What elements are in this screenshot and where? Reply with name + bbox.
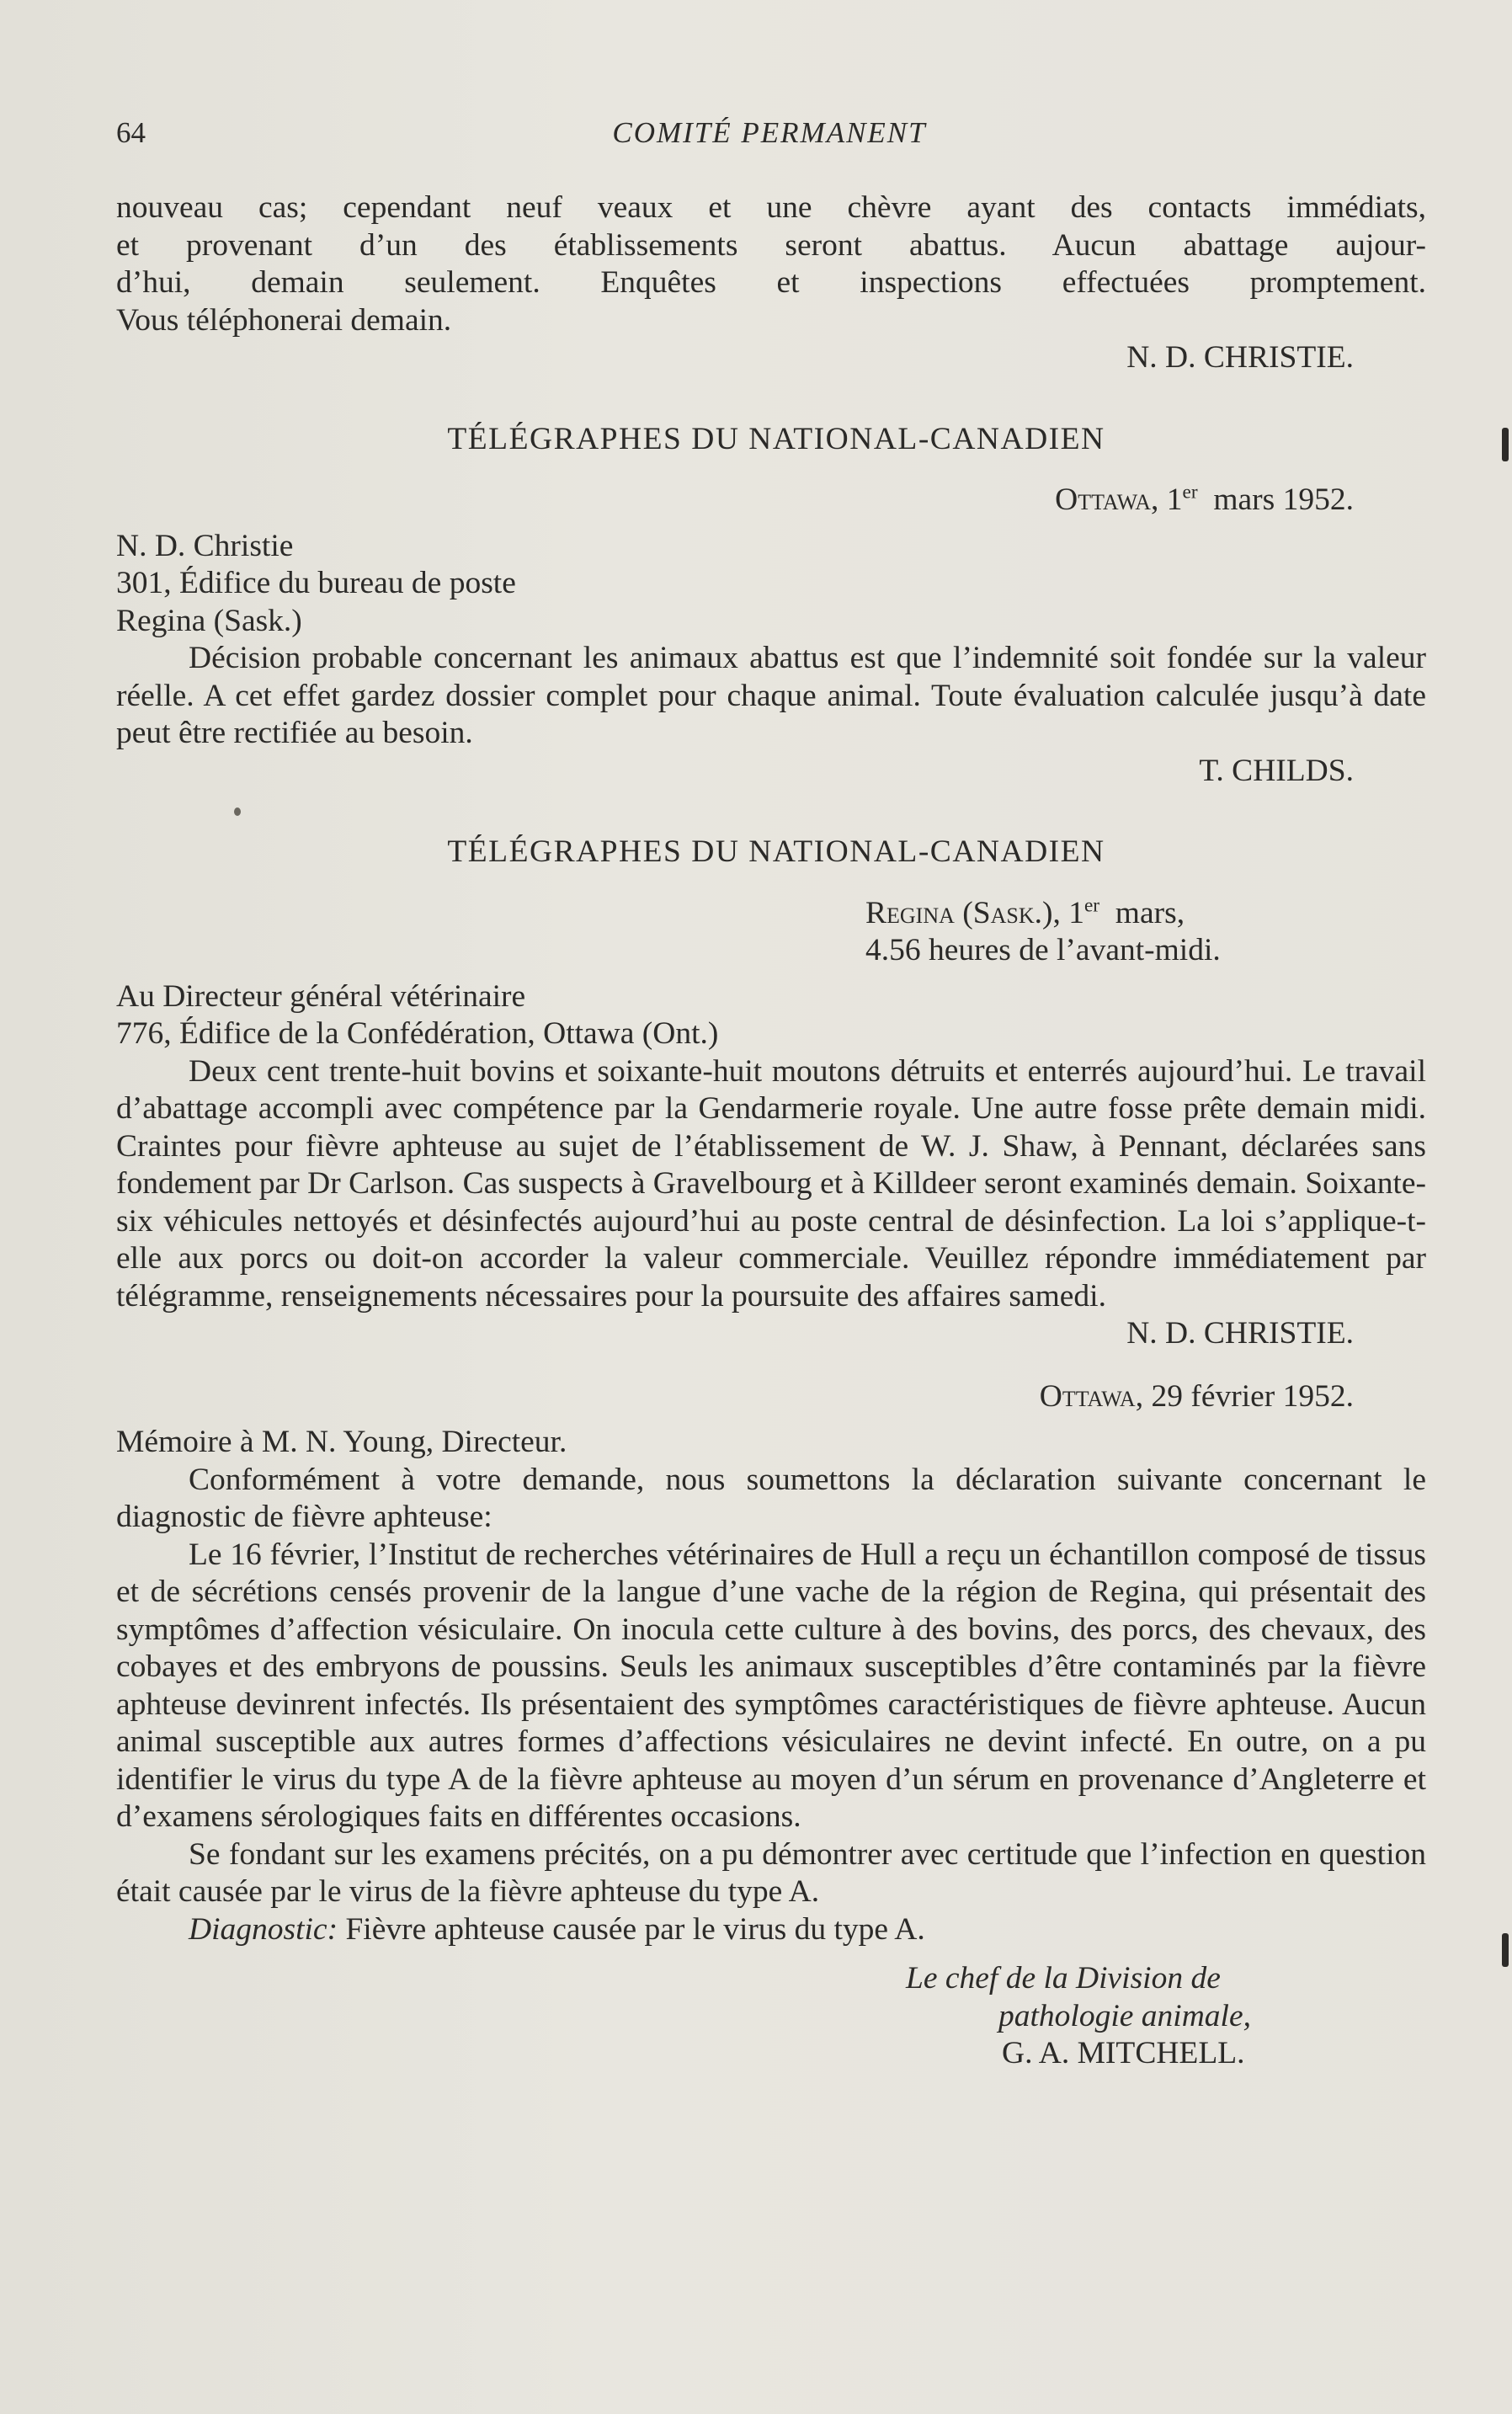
memo-to: Mémoire à M. N. Young, Directeur. [116,1425,567,1459]
dateline-sup: er [1182,481,1198,504]
continuation-block [116,189,1426,377]
signature-name: G. A. MITCHELL. [1002,2036,1245,2070]
dateline-day: 1 [1166,482,1183,517]
spacer [116,1353,1426,1378]
signature-title: Le chef de la Division de [906,1961,1221,1996]
dateline-city: Regina (Sask.), [865,895,1061,930]
text-line: d’hui, demain seulement. Enquêtes et inspections effectuées promptement. [116,265,1426,300]
diagnostic-label: Diagnostic: [189,1911,338,1947]
diagnostic-line [116,1911,1426,1949]
dateline-time: 4.56 heures de l’avant-midi. [865,933,1221,967]
scan-edge-mark [1502,1933,1509,1967]
section-heading: TÉLÉGRAPHES DU NATIONAL-CANADIEN [447,834,1105,869]
telegram-1 [116,421,1426,791]
scan-edge-mark [1502,428,1509,461]
telegram-2 [116,834,1426,1353]
address-line: Regina (Sask.) [116,603,302,638]
scan-speck [234,807,241,816]
memo [116,1378,1426,2073]
memo-paragraph: Se fondant sur les examens précités, on a pu démontrer avec certitude que l’infection en question était causée par le virus de la fièvre aphteuse du type A. [116,1836,1426,1909]
dateline-rest: mars 1952. [1213,482,1354,517]
dateline [865,895,1426,933]
dateline [116,482,1426,520]
dateline-sup: er [1083,894,1100,916]
dateline-day: 1 [1068,895,1084,930]
text-line: nouveau cas; cependant neuf veaux et une chèvre ayant des contacts immédiats, [116,190,1426,225]
address-block [116,528,1426,641]
address-line: N. D. Christie [116,528,294,563]
dateline-city: Ottawa, [1055,482,1159,517]
text-line: Vous téléphonerai demain. [116,302,452,338]
memo-paragraph: Le 16 février, l’Institut de recherches vétérinaires de Hull a reçu un échantillon composé de tissus et de sécrétions censés provenir de la langue d’une vache de la région de Regina, qui présentait des symptômes d’affection vésiculaire. On inocula cette culture à des bovins, des porcs, des chevaux, des cobayes et des embryons de poussins. Seuls les animaux susceptibles d’être contaminés par la fièvre aphteuse devinrent infectés. Ils présentaient des symptômes caractéristiques de fièvre aphteuse. Aucun animal susceptible aux autres formes d’affections vésiculaires ne devint infecté. En outre, on a pu identifier le virus du type A de la fièvre aphteuse au moyen d’un sérum en provenance d’Angleterre et d’examens sérologiques faits en différentes occasions. [116,1537,1426,1834]
signature-title: pathologie animale, [998,1998,1251,2033]
memo-signature [116,1960,1426,2073]
dateline-rest: mars, [1115,895,1185,930]
signature: N. D. CHRISTIE. [1126,340,1354,375]
page-header [116,116,1423,155]
page-number: 64 [116,116,146,149]
telegram-text: Deux cent trente-huit bovins et soixante-huit moutons détruits et enterrés aujourd’hui. Le travail d’abattage accompli avec compétence par la Gendarmerie royale. Une autre fosse prête demain midi. Craintes pour fièvre aphteuse au sujet de l’établissement de W. J. Shaw, à Pennant, déclarées sans fondement par Dr Carlson. Cas suspects à Gravelbourg et à Killdeer seront examinés demain. Soixante-six véhicules nettoyés et désinfectés aujourd’hui au poste central de désinfection. La loi s’applique-t-elle aux porcs ou doit-on accorder la valeur commerciale. Veuillez répondre immédiatement par télégramme, renseignements nécessaires pour la poursuite des affaires samedi. [116,1053,1426,1314]
dateline [116,1378,1426,1416]
page-body [116,189,1426,2073]
memo-paragraph: Conformément à votre demande, nous soumettons la déclaration suivante concernant le diagnostic de fièvre aphteuse: [116,1462,1426,1534]
signature: N. D. CHRISTIE. [1126,1316,1354,1351]
diagnostic-text: Fièvre aphteuse causée par le virus du type A. [345,1911,925,1947]
dateline-rest: 29 février 1952. [1151,1378,1354,1414]
address-line: Au Directeur général vétérinaire [116,978,526,1014]
running-title: COMITÉ PERMANENT [612,116,927,149]
section-heading: TÉLÉGRAPHES DU NATIONAL-CANADIEN [447,421,1105,456]
dateline-city: Ottawa, [1039,1378,1144,1414]
address-block [116,978,1426,1053]
dateline-block [865,895,1426,970]
address-line: 776, Édifice de la Confédération, Ottawa (Ont.) [116,1016,719,1051]
address-line: 301, Édifice du bureau de poste [116,566,516,600]
signature: T. CHILDS. [1199,753,1354,788]
text-line: et provenant d’un des établissements seront abattus. Aucun abattage aujour- [116,227,1426,263]
telegram-text: Décision probable concernant les animaux abattus est que l’indemnité soit fondée sur la valeur réelle. A cet effet gardez dossier complet pour chaque animal. Toute évaluation calculée jusqu’à date peut être rectifiée au besoin. [116,641,1426,750]
